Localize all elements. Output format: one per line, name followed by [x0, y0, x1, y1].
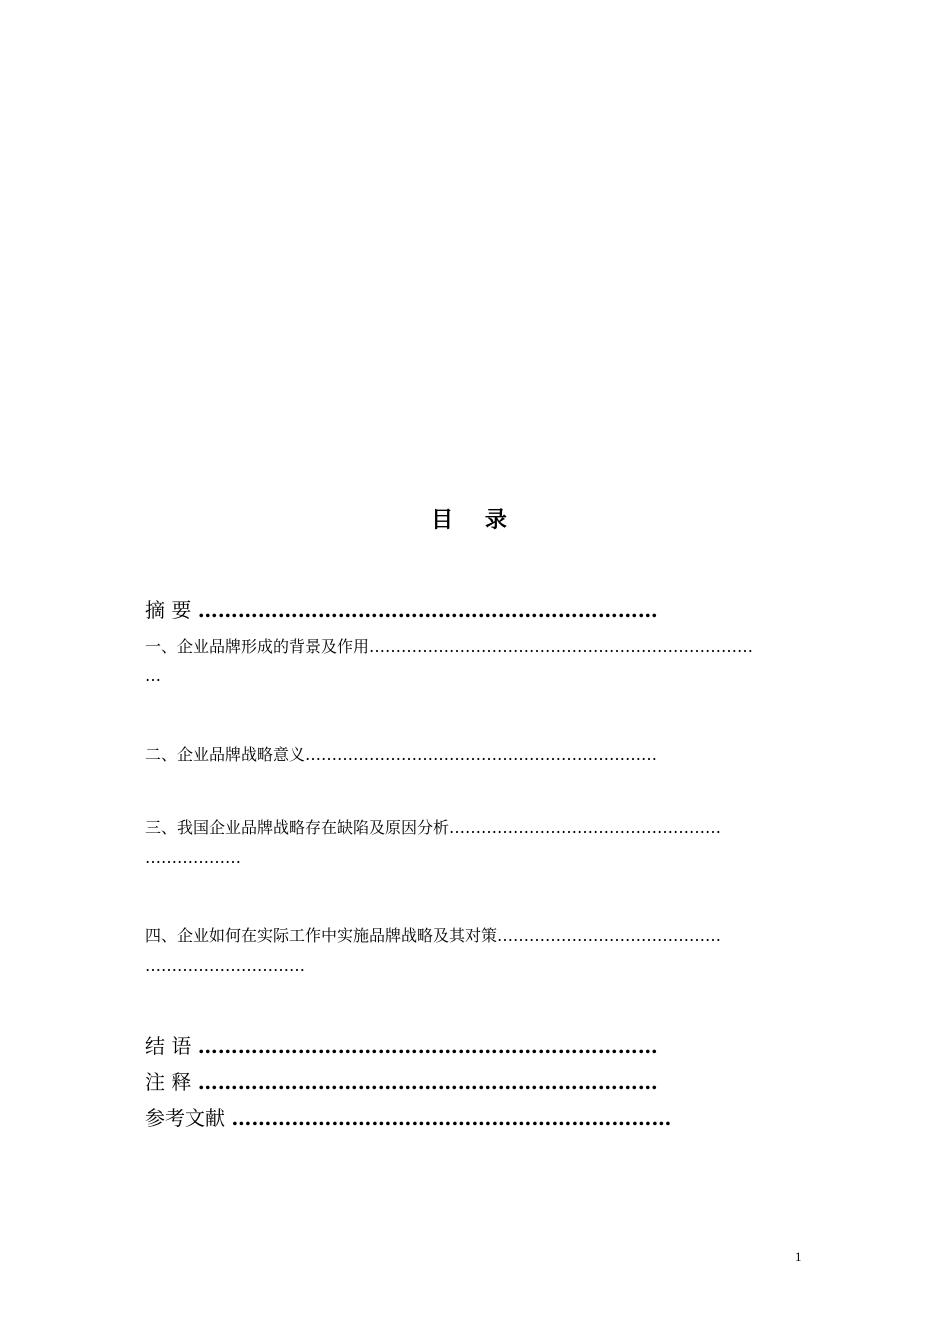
toc-leader-dots: …………………………: [145, 956, 305, 975]
toc-entry-label: 一、企业品牌形成的背景及作用: [145, 637, 370, 656]
toc-entry-label: 注 释: [145, 1070, 198, 1094]
toc-leader-dots: …………………………………………………………: [305, 745, 658, 764]
toc-leader-dots: ……………………………………: [497, 926, 722, 945]
toc-entry-label: 三、我国企业品牌战略存在缺陷及原因分析: [145, 818, 450, 837]
toc-leader-dots: ……………………………………………………………: [197, 1070, 658, 1094]
toc-entry-3-continued: [145, 848, 241, 867]
toc-entry-label: 摘 要: [145, 598, 198, 622]
toc-leader-dots: ……………………………………………: [449, 818, 722, 837]
toc-entry-notes: [145, 1066, 658, 1095]
toc-leader-dots: …………………………………………………………: [231, 1106, 672, 1130]
toc-entry-abstract: [145, 594, 658, 623]
toc-entry-label: 参考文献: [145, 1106, 232, 1130]
toc-entry-3: [145, 815, 721, 838]
toc-title: 目 录: [431, 508, 519, 533]
toc-leader-dots: ………………: [145, 848, 241, 867]
toc-entry-references: [145, 1102, 671, 1131]
toc-entry-conclusion: [145, 1030, 658, 1059]
toc-leader-dots: ……………………………………………………………: [197, 598, 658, 622]
toc-entry-label: 结 语: [145, 1034, 198, 1058]
page-number: 1: [795, 1249, 802, 1264]
toc-leader-dots: ……………………………………………………………: [197, 1034, 658, 1058]
toc-entry-2: [145, 742, 657, 765]
toc-entry-1-continued: [145, 666, 161, 685]
toc-leader-dots: ………………………………………………………………: [369, 637, 754, 656]
toc-entry-4-continued: [145, 956, 305, 975]
toc-entry-4: [145, 923, 721, 946]
toc-entry-label: 二、企业品牌战略意义: [145, 745, 306, 764]
toc-entry-label: 四、企业如何在实际工作中实施品牌战略及其对策: [145, 926, 498, 945]
toc-leader-dots: …: [145, 666, 161, 685]
toc-entry-1: [145, 634, 753, 657]
